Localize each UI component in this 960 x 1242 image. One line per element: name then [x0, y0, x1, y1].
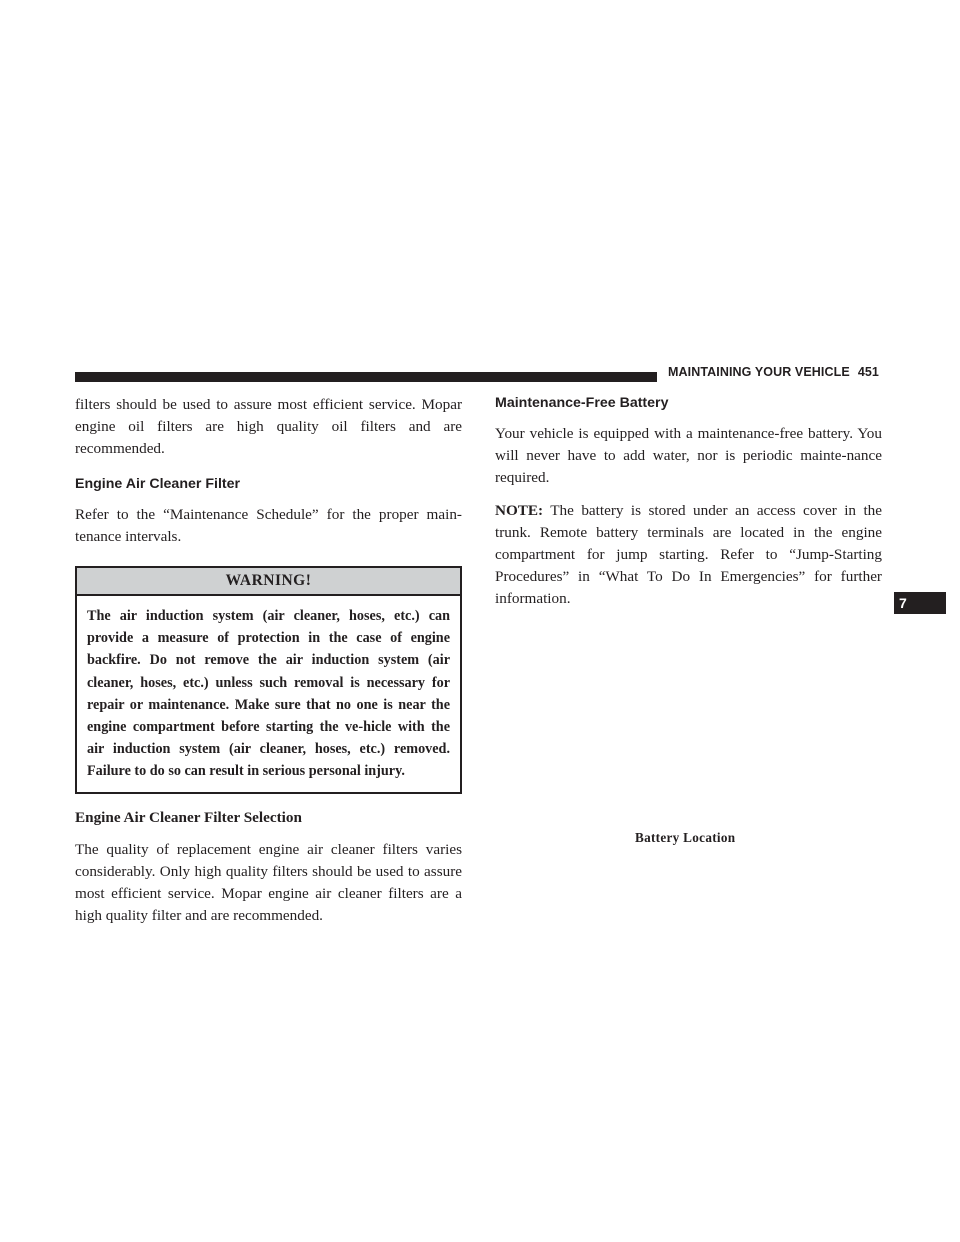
heading-engine-air-cleaner-filter: Engine Air Cleaner Filter [75, 475, 241, 492]
figure-caption: Battery Location [635, 830, 736, 845]
section-title: MAINTAINING YOUR VEHICLE [668, 365, 850, 379]
battery-paragraph: Your vehicle is equipped with a maintenance-free battery. You will never have to add water, nor is periodic mainte-nance required. [495, 425, 882, 487]
warning-body: The air induction system (air cleaner, hoses, etc.) can provide a measure of protection in the case of engine backfire. Do not remove the air induction system (air cleaner, hoses, etc.) unless such removal is necessary for repair or maintenance. Make sure that no one is near the engine compartment before starting the ve-hicle with the air induction system (air cleaner, hoses, etc.) removed. Failure to do so can result in serious personal injury. [87, 608, 450, 780]
selection-paragraph: The quality of replacement engine air cleaner filters varies considerably. Only high quality filters should be used to assure most efficient service. Mopar engine air cleaner filters are a high quality filter and are recommended. [75, 840, 462, 925]
warning-title: WARNING! [77, 568, 460, 596]
note-label: NOTE: [495, 501, 544, 519]
left-column [75, 394, 462, 937]
note-text: The battery is stored under an access cover in the trunk. Remote battery terminals are located in the engine compartment for jump starting. Refer to “Jump-Starting Procedures” in “What To Do In Emergencies” for further information. [495, 501, 882, 608]
right-column [495, 394, 882, 621]
air-filter-paragraph: Refer to the “Maintenance Schedule” for the proper main-tenance intervals. [75, 505, 462, 545]
heading-filter-selection: Engine Air Cleaner Filter Selection [75, 808, 302, 826]
warning-box [75, 566, 462, 794]
heading-maintenance-free-battery: Maintenance-Free Battery [495, 395, 669, 411]
running-header [668, 365, 879, 379]
intro-paragraph: filters should be used to assure most efficient service. Mopar engine oil filters are high quality oil filters and are recommended. [75, 396, 462, 458]
note-paragraph [495, 500, 882, 611]
page-number: 451 [857, 365, 879, 379]
header-rule [75, 372, 657, 382]
chapter-tab: 7 [894, 592, 946, 614]
